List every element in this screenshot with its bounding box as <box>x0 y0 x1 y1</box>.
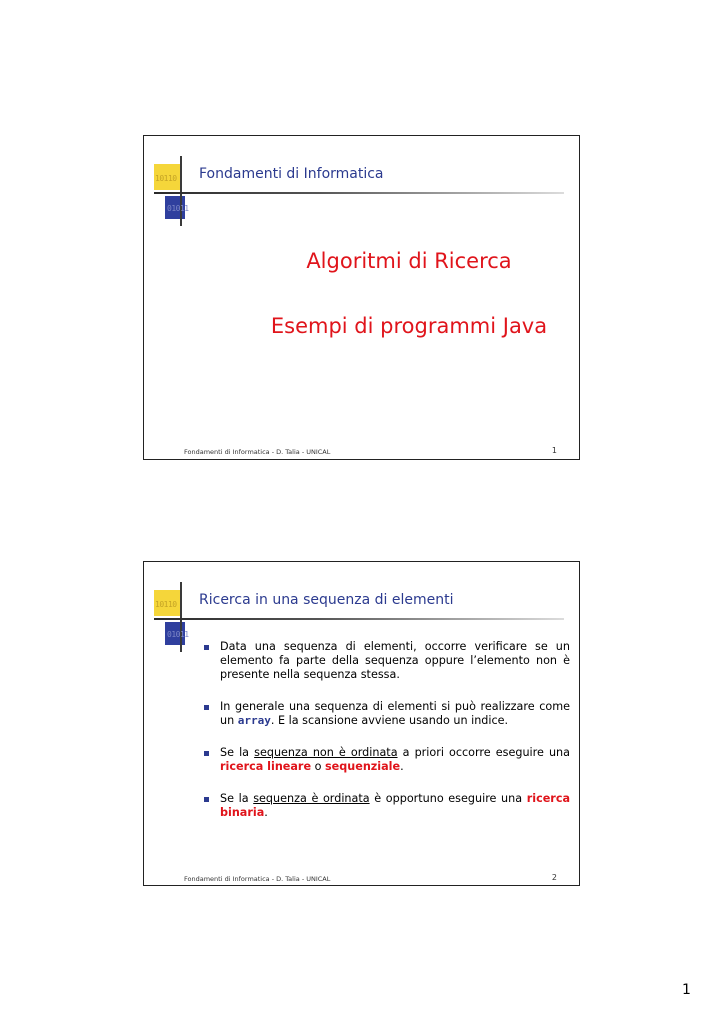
logo-vertical-line <box>180 582 182 652</box>
logo-binary-top: 10110 <box>155 600 177 609</box>
bullet-text: a priori occorre eseguire una <box>397 746 570 759</box>
bullet-item <box>204 640 570 682</box>
square-bullet-icon <box>204 751 209 756</box>
bullet-item <box>204 792 570 820</box>
header-rule <box>154 192 564 194</box>
slide-page-number: 1 <box>551 446 557 455</box>
bullet-text: o <box>311 760 326 773</box>
slide-header-title: Ricerca in una sequenza di elementi <box>199 592 454 608</box>
header-rule <box>154 618 564 620</box>
slide-subtitle: Esempi di programmi Java <box>270 314 548 338</box>
slide-title: Algoritmi di Ricerca <box>306 249 512 273</box>
square-bullet-icon <box>204 705 209 710</box>
document-page-number: 1 <box>682 982 691 998</box>
logo-binary-top: 10110 <box>155 174 177 183</box>
bullet-text: Se la <box>220 792 254 805</box>
slide-footer: Fondamenti di Informatica - D. Talia - UNICAL <box>184 875 331 883</box>
highlight-term: sequenziale <box>325 760 401 773</box>
bullet-text: Se la <box>220 746 255 759</box>
logo-binary-bottom: 01011 <box>167 204 189 213</box>
bullet-text: è opportuno eseguire una <box>369 792 527 805</box>
logo-vertical-line <box>180 156 182 226</box>
bullet-text: . <box>264 806 268 819</box>
slide-2 <box>143 561 580 886</box>
slide-1 <box>143 135 580 460</box>
bullet-list <box>204 640 570 838</box>
logo-binary-bottom: 01011 <box>167 630 189 639</box>
underlined-text: sequenza non è ordinata <box>254 746 398 759</box>
underlined-text: sequenza è ordinata <box>253 792 370 805</box>
bullet-item <box>204 700 570 728</box>
highlight-term: ricerca lineare <box>220 760 312 773</box>
bullet-item <box>204 746 570 774</box>
slide-footer: Fondamenti di Informatica - D. Talia - UNICAL <box>184 448 331 456</box>
slide-page-number: 2 <box>551 873 557 882</box>
bullet-text: Data una sequenza di elementi, occorre verificare se un elemento fa parte della sequenza oppure l’elemento non è presente nella sequenza stessa. <box>220 640 570 681</box>
slide-header-title: Fondamenti di Informatica <box>199 166 384 182</box>
square-bullet-icon <box>204 797 209 802</box>
bullet-text: In generale una sequenza di elementi si può realizzare come un <box>220 700 570 727</box>
square-bullet-icon <box>204 645 209 650</box>
bullet-text: . <box>400 760 404 773</box>
highlight-term: ricerca binaria <box>220 792 571 819</box>
code-keyword: array <box>237 714 271 727</box>
bullet-text: . E la scansione avviene usando un indice. <box>270 714 509 727</box>
